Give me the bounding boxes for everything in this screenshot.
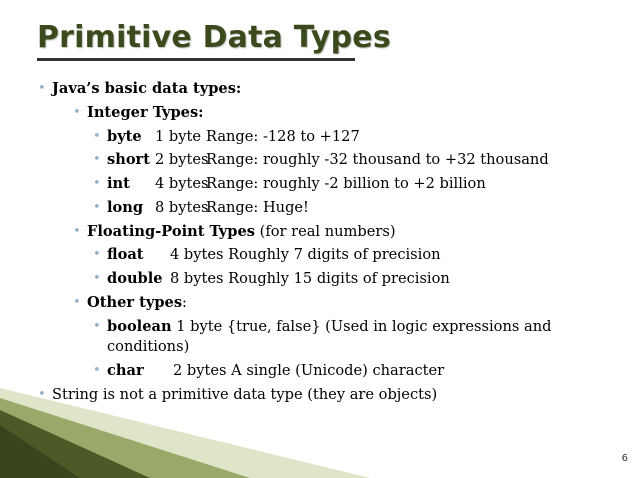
type-size: 4 bytes — [155, 175, 209, 192]
integer-types-text: Integer Types: — [87, 104, 204, 121]
other-row-char — [93, 362, 607, 380]
other-row-boolean-cont — [107, 338, 189, 356]
bullet-dot-icon: • — [93, 247, 101, 262]
floating-types-suffix: (for real numbers) — [254, 223, 396, 240]
bullet-dot-icon: • — [93, 200, 101, 215]
bullet-dot-icon: • — [93, 176, 101, 191]
type-range: Range: roughly -2 billion to +2 billion — [206, 175, 486, 192]
slide-title: Primitive Data Types — [37, 20, 391, 55]
bullet-floating-types — [73, 223, 396, 241]
bullet-dot-icon: • — [93, 152, 101, 167]
type-desc: 8 bytes Roughly 15 digits of precision — [170, 270, 450, 287]
type-name: float — [107, 246, 144, 263]
title-underline — [37, 58, 355, 61]
string-note-text: String is not a primitive data type (they are objects) — [52, 386, 438, 403]
type-name: short — [107, 151, 150, 168]
integer-row-int — [93, 175, 607, 193]
type-desc: 2 bytes A single (Unicode) character — [173, 362, 445, 379]
java-basic-text: Java’s basic data types: — [52, 80, 242, 97]
float-row-double — [93, 270, 607, 288]
bullet-dot-icon: • — [93, 319, 101, 334]
bullet-dot-icon: • — [38, 387, 46, 402]
type-name: long — [107, 199, 144, 216]
other-row-boolean — [93, 318, 552, 336]
type-size: 8 bytes — [155, 199, 209, 216]
bullet-dot-icon: • — [73, 105, 81, 120]
type-range: Range: Huge! — [206, 199, 309, 216]
type-desc-continued: conditions) — [107, 338, 190, 355]
other-types-text: Other types — [87, 294, 183, 311]
type-name: int — [107, 175, 130, 192]
integer-row-short — [93, 151, 607, 169]
bullet-other-types — [73, 294, 187, 312]
type-name: boolean — [107, 318, 172, 335]
floating-types-text: Floating-Point Types — [87, 223, 255, 240]
bullet-dot-icon: • — [38, 81, 46, 96]
bullet-dot-icon: • — [93, 129, 101, 144]
type-name: char — [107, 362, 144, 379]
bullet-java-basic — [38, 80, 242, 98]
integer-row-long — [93, 199, 607, 217]
type-size: 2 bytes — [155, 151, 209, 168]
page-number: 6 — [621, 453, 628, 464]
type-name: byte — [107, 128, 142, 145]
type-name: double — [107, 270, 163, 287]
bullet-dot-icon: • — [93, 363, 101, 378]
bullet-integer-types — [73, 104, 204, 122]
integer-row-byte — [93, 128, 607, 146]
type-range: Range: -128 to +127 — [206, 128, 360, 145]
type-desc: 4 bytes Roughly 7 digits of precision — [170, 246, 441, 263]
type-desc: 1 byte {true, false} (Used in logic expressions and — [171, 318, 552, 335]
bullet-dot-icon: • — [73, 224, 81, 239]
bullet-dot-icon: • — [73, 295, 81, 310]
float-row-float — [93, 246, 607, 264]
type-range: Range: roughly -32 thousand to +32 thousand — [206, 151, 549, 168]
type-size: 1 byte — [155, 128, 202, 145]
bullet-dot-icon: • — [93, 271, 101, 286]
bullet-string-note — [38, 386, 438, 404]
other-types-colon: : — [182, 294, 187, 311]
